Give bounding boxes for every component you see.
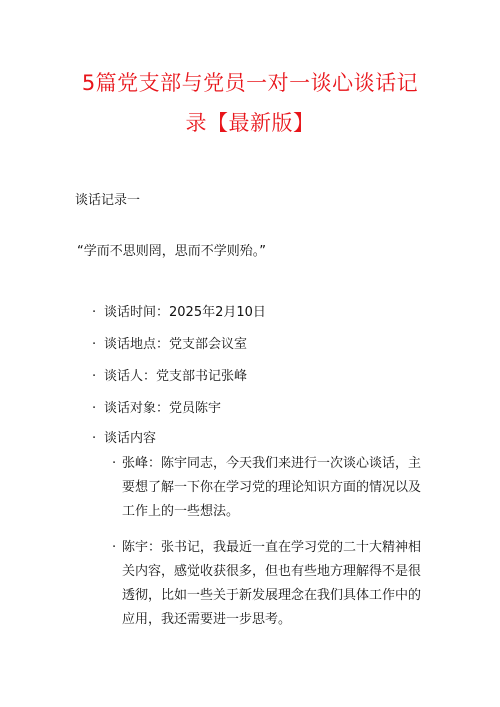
- section-heading: 谈话记录一: [75, 193, 141, 208]
- detail-content-text: 谈话内容: [104, 431, 157, 446]
- detail-location-text: 谈话地点：党支部会议室: [104, 337, 248, 352]
- bullet-icon: ·: [92, 337, 97, 352]
- bullet-icon: ·: [112, 456, 117, 471]
- dialogue-line: 工作上的一些想法。: [122, 504, 240, 519]
- detail-interviewer: [92, 370, 247, 383]
- dialogue-line: 透彻，比如一些关于新发展理念在我们具体工作中的: [122, 588, 422, 603]
- detail-content: [92, 432, 156, 445]
- bullet-icon: ·: [92, 369, 97, 384]
- bullet-icon: ·: [92, 431, 97, 446]
- detail-interviewer-text: 谈话人：党支部书记张峰: [104, 369, 248, 384]
- bullet-icon: ·: [112, 540, 117, 555]
- dialogue-line: 张峰：陈宇同志，今天我们来进行一次谈心谈话，主: [122, 456, 422, 471]
- quote: “学而不思则罔，思而不学则殆。”: [77, 244, 266, 259]
- detail-time-text: 谈话时间：2025年2月10日: [104, 305, 266, 320]
- detail-location: [92, 338, 247, 351]
- dialogue-item: [112, 536, 442, 632]
- dialogue-line: 应用，我还需要进一步思考。: [122, 612, 292, 627]
- dialogue-item: [112, 452, 442, 524]
- detail-interviewee-text: 谈话对象：党员陈宇: [104, 401, 222, 416]
- dialogue-line: 陈宇：张书记，我最近一直在学习党的二十大精神相: [122, 540, 422, 555]
- bullet-icon: ·: [92, 305, 97, 320]
- dialogue-line: 要想了解一下你在学习党的理论知识方面的情况以及: [122, 480, 422, 495]
- document-title-line-2: 录【最新版】: [185, 111, 315, 135]
- document-title-line-1: 5篇党支部与党员一对一谈心谈话记: [81, 71, 419, 95]
- detail-time: [92, 306, 266, 319]
- bullet-icon: ·: [92, 401, 97, 416]
- detail-interviewee: [92, 402, 221, 415]
- dialogue-line: 关内容，感觉收获很多，但也有些地方理解得不是很: [122, 564, 422, 579]
